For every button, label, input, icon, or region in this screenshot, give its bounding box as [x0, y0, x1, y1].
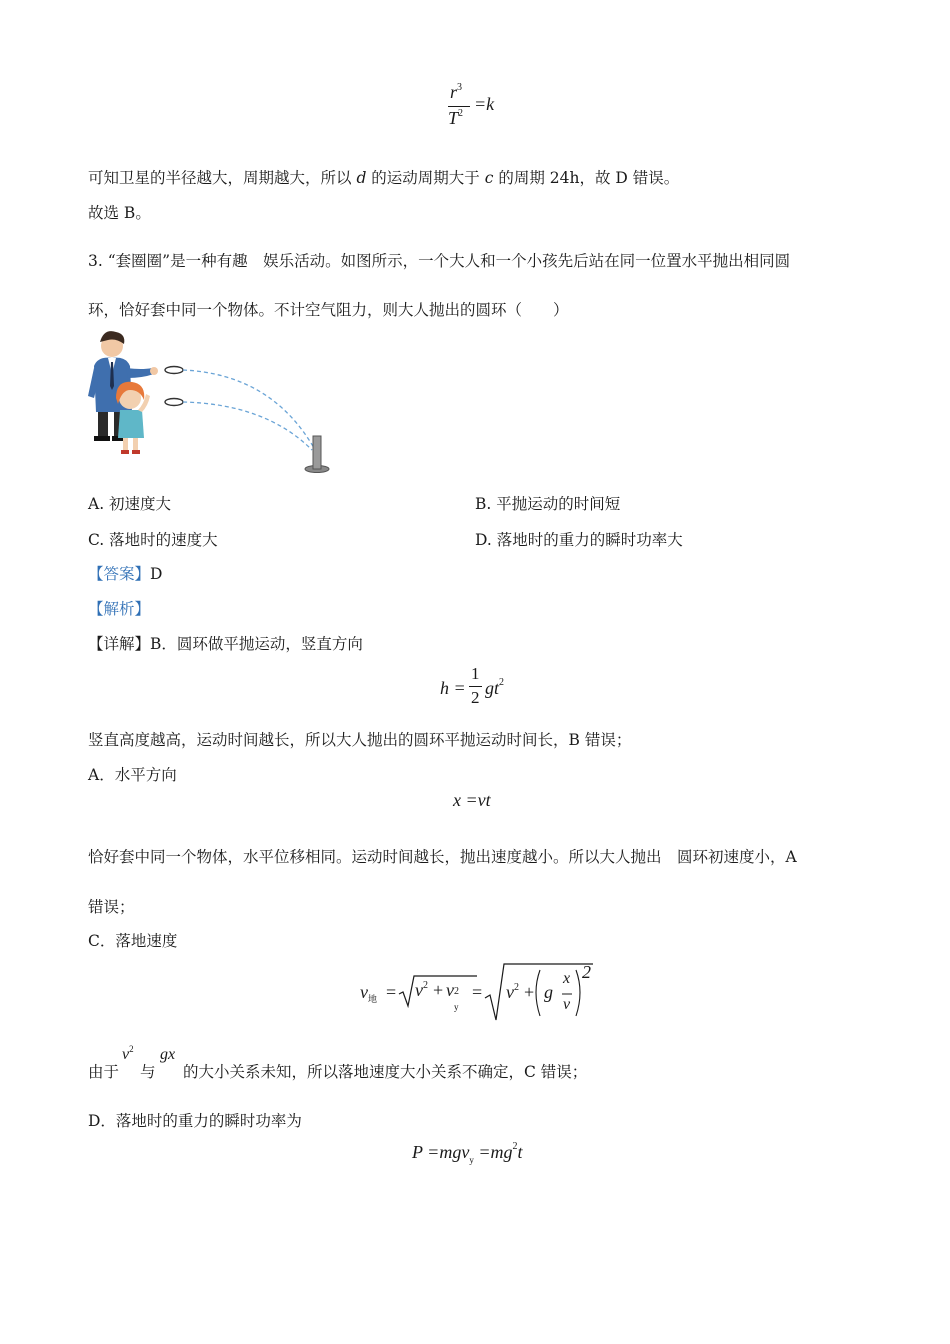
detail-line: 【详解】B．圆环做平抛运动，竖直方向	[88, 635, 363, 653]
answer-value: D	[150, 565, 163, 583]
child-figure	[116, 382, 150, 454]
equation-landing-speed: $v_地$ = $v^2$ + v 2 y = $v^2$ + g x v 2	[360, 960, 600, 1024]
sqrt-sign-2	[484, 962, 594, 1022]
child-ring-icon	[165, 399, 183, 406]
kepler-den-exp: 2	[458, 108, 464, 119]
kepler-den: T	[448, 108, 459, 128]
var-c: c	[484, 169, 494, 187]
paragraph-kepler-conclusion: 可知卫星的半径越大，周期越大，所以 d 的运动周期大于 c 的周期 24h，故 D 错误。	[88, 169, 680, 187]
child-trajectory	[183, 402, 312, 450]
ring-toss-illustration	[86, 326, 336, 476]
option-b[interactable]: B. 平抛运动的时间短	[475, 495, 621, 513]
option-d[interactable]: D. 落地时的重力的瞬时功率大	[475, 531, 683, 549]
detail-label: 【详解】	[88, 635, 151, 653]
answer-line	[88, 562, 162, 584]
paragraph-d-head: D．落地时的重力的瞬时功率为	[88, 1112, 302, 1130]
analysis-label: 【解析】	[88, 600, 151, 618]
var-d: d	[356, 169, 367, 187]
equation-horizontal: x =vt	[453, 790, 491, 810]
paragraph-a-line-1: 恰好套中同一个物体，水平位移相同。运动时间越长，抛出速度越小。所以大人抛出 圆环初速度小，A	[88, 848, 797, 866]
kepler-num-exp: 3	[457, 82, 463, 93]
adult-ring-icon	[165, 367, 183, 374]
paragraph-c-conclusion: 由于 $v^2$ 与 gx 的大小关系未知，所以落地速度大小关系不确定，C 错误；	[88, 1044, 588, 1081]
kepler-num: r	[450, 82, 458, 102]
answer-label: 【答案】	[88, 565, 151, 583]
fraction-bar	[469, 686, 482, 687]
question-line-2: 环，恰好套中同一个物体。不计空气阻力，则大人抛出的圆环（ ）	[88, 301, 569, 319]
question-line-1: 3. “套圈圈”是一种有趣 娱乐活动。如图所示，一个大人和一个小孩先后站在同一位置水平抛出相同圆	[88, 252, 791, 270]
adult-trajectory	[183, 370, 314, 448]
paragraph-a-line-2: 错误；	[88, 898, 135, 916]
option-c[interactable]: C. 落地时的速度大	[88, 531, 218, 549]
paragraph-c-head: C．落地速度	[88, 932, 178, 950]
fraction-bar	[448, 106, 470, 107]
target-post	[305, 436, 329, 473]
kepler-equation	[440, 78, 520, 134]
option-a[interactable]: A. 初速度大	[88, 495, 172, 513]
equation-power: $P =mgv_y =mg^2t$	[412, 1141, 523, 1165]
kepler-rhs: =k	[474, 94, 495, 114]
paragraph-b-conclusion: 竖直高度越高，运动时间越长，所以大人抛出的圆环平抛运动时间长，B 错误；	[88, 731, 632, 749]
paragraph-choose-b: 故选 B。	[88, 204, 151, 222]
equation-height: h = 1 2 $gt^2$	[440, 664, 505, 707]
paragraph-a-head: A．水平方向	[88, 766, 177, 784]
